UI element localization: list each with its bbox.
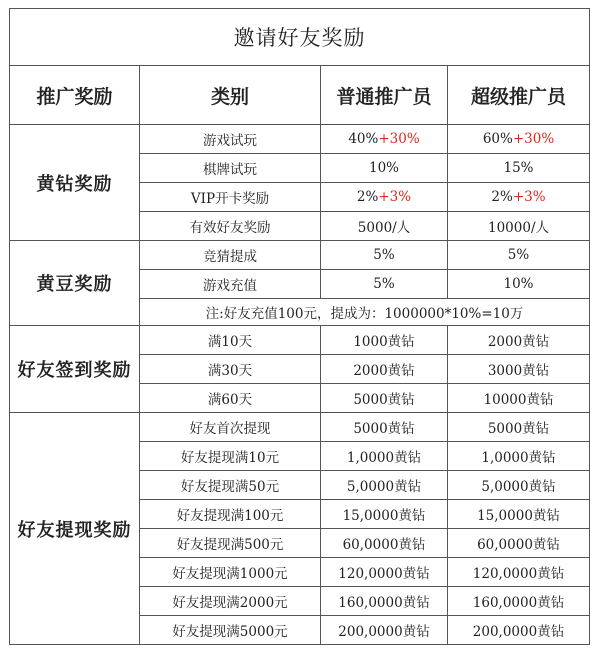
value-text: 1000黄钻	[353, 334, 415, 350]
super-promoter-cell	[448, 241, 590, 270]
value-text: 15,0000黄钻	[477, 508, 560, 524]
super-promoter-cell	[448, 125, 590, 154]
value-text: 10000/人	[488, 220, 549, 236]
normal-promoter-cell	[321, 558, 448, 587]
category-cell: 好友提现满10元	[140, 442, 321, 471]
normal-promoter-cell	[321, 154, 448, 183]
super-promoter-cell	[448, 326, 590, 355]
value-text: 5,0000黄钻	[346, 479, 422, 495]
super-promoter-cell	[448, 500, 590, 529]
value-text: 2%	[491, 189, 513, 205]
category-cell: 好友提现满500元	[140, 529, 321, 558]
category-cell: 有效好友奖励	[140, 212, 321, 241]
super-promoter-cell	[448, 616, 590, 645]
super-promoter-cell	[448, 558, 590, 587]
value-text: 60,0000黄钻	[477, 537, 560, 553]
value-text: 5000/人	[357, 220, 411, 236]
category-cell: 满30天	[140, 355, 321, 384]
bonus-highlight: +3%	[512, 189, 546, 205]
category-cell: 棋牌试玩	[140, 154, 321, 183]
normal-promoter-cell	[321, 471, 448, 500]
category-cell: 好友提现满1000元	[140, 558, 321, 587]
super-promoter-cell	[448, 270, 590, 299]
section-label: 好友提现奖励	[10, 413, 140, 645]
value-text: 5000黄钻	[353, 392, 415, 408]
category-cell: 好友首次提现	[140, 413, 321, 442]
normal-promoter-cell	[321, 212, 448, 241]
normal-promoter-cell	[321, 500, 448, 529]
value-text: 120,0000黄钻	[472, 566, 565, 582]
value-text: 200,0000黄钻	[338, 624, 430, 640]
super-promoter-cell	[448, 384, 590, 413]
super-promoter-cell	[448, 471, 590, 500]
super-promoter-cell	[448, 212, 590, 241]
value-text: 60,0000黄钻	[342, 537, 426, 553]
table-title: 邀请好友奖励	[10, 9, 590, 66]
super-promoter-cell	[448, 183, 590, 212]
header-normal-promoter: 普通推广员	[321, 66, 448, 125]
value-text: 2000黄钻	[353, 363, 415, 379]
value-text: 5%	[373, 247, 395, 263]
super-promoter-cell	[448, 355, 590, 384]
super-promoter-cell	[448, 529, 590, 558]
value-text: 10%	[368, 160, 399, 176]
reward-table-container	[9, 8, 590, 645]
value-text: 5%	[507, 247, 530, 263]
normal-promoter-cell	[321, 587, 448, 616]
table-row	[10, 413, 590, 442]
bonus-highlight: +30%	[512, 131, 555, 147]
header-category: 类别	[140, 66, 321, 125]
normal-promoter-cell	[321, 413, 448, 442]
super-promoter-cell	[448, 154, 590, 183]
section-label: 好友签到奖励	[10, 326, 140, 413]
normal-promoter-cell	[321, 270, 448, 299]
category-cell: 好友提现满2000元	[140, 587, 321, 616]
normal-promoter-cell	[321, 326, 448, 355]
header-super-promoter: 超级推广员	[448, 66, 590, 125]
header-promo-reward: 推广奖励	[10, 66, 140, 125]
super-promoter-cell	[448, 587, 590, 616]
value-text: 10%	[503, 276, 534, 292]
category-cell: 好友提现满50元	[140, 471, 321, 500]
table-row	[10, 125, 590, 154]
value-text: 1,0000黄钻	[346, 450, 422, 466]
value-text: 5000黄钻	[353, 421, 415, 437]
value-text: 200,0000黄钻	[472, 624, 565, 640]
normal-promoter-cell	[321, 384, 448, 413]
super-promoter-cell	[448, 413, 590, 442]
value-text: 2%	[356, 189, 379, 205]
normal-promoter-cell	[321, 442, 448, 471]
value-text: 5,0000黄钻	[481, 479, 556, 495]
bonus-highlight: +30%	[378, 131, 420, 147]
category-cell: VIP开卡奖励	[140, 183, 321, 212]
section-label: 黄钻奖励	[10, 125, 140, 241]
normal-promoter-cell	[321, 183, 448, 212]
value-text: 5000黄钻	[487, 421, 550, 437]
header-row	[10, 66, 590, 125]
category-cell: 好友提现满5000元	[140, 616, 321, 645]
value-text: 160,0000黄钻	[338, 595, 430, 611]
value-text: 15,0000黄钻	[342, 508, 426, 524]
value-text: 10000黄钻	[483, 392, 554, 408]
category-cell: 游戏充值	[140, 270, 321, 299]
bonus-highlight: +3%	[378, 189, 412, 205]
category-cell: 游戏试玩	[140, 125, 321, 154]
value-text: 1,0000黄钻	[481, 450, 556, 466]
value-text: 15%	[503, 160, 534, 176]
note-text: 注:好友充值100元，提成为：1000000*10%=10万	[140, 299, 590, 326]
section-label: 黄豆奖励	[10, 241, 140, 326]
normal-promoter-cell	[321, 529, 448, 558]
value-text: 60%	[482, 131, 513, 147]
category-cell: 好友提现满100元	[140, 500, 321, 529]
value-text: 3000黄钻	[487, 363, 550, 379]
table-row	[10, 326, 590, 355]
category-cell: 竞猜提成	[140, 241, 321, 270]
category-cell: 满10天	[140, 326, 321, 355]
normal-promoter-cell	[321, 355, 448, 384]
category-cell: 满60天	[140, 384, 321, 413]
invite-reward-table	[9, 8, 590, 645]
value-text: 2000黄钻	[487, 334, 550, 350]
value-text: 120,0000黄钻	[338, 566, 430, 582]
table-row	[10, 241, 590, 270]
value-text: 40%	[348, 131, 379, 147]
super-promoter-cell	[448, 442, 590, 471]
value-text: 5%	[373, 276, 395, 292]
normal-promoter-cell	[321, 125, 448, 154]
normal-promoter-cell	[321, 616, 448, 645]
normal-promoter-cell	[321, 241, 448, 270]
value-text: 160,0000黄钻	[472, 595, 565, 611]
